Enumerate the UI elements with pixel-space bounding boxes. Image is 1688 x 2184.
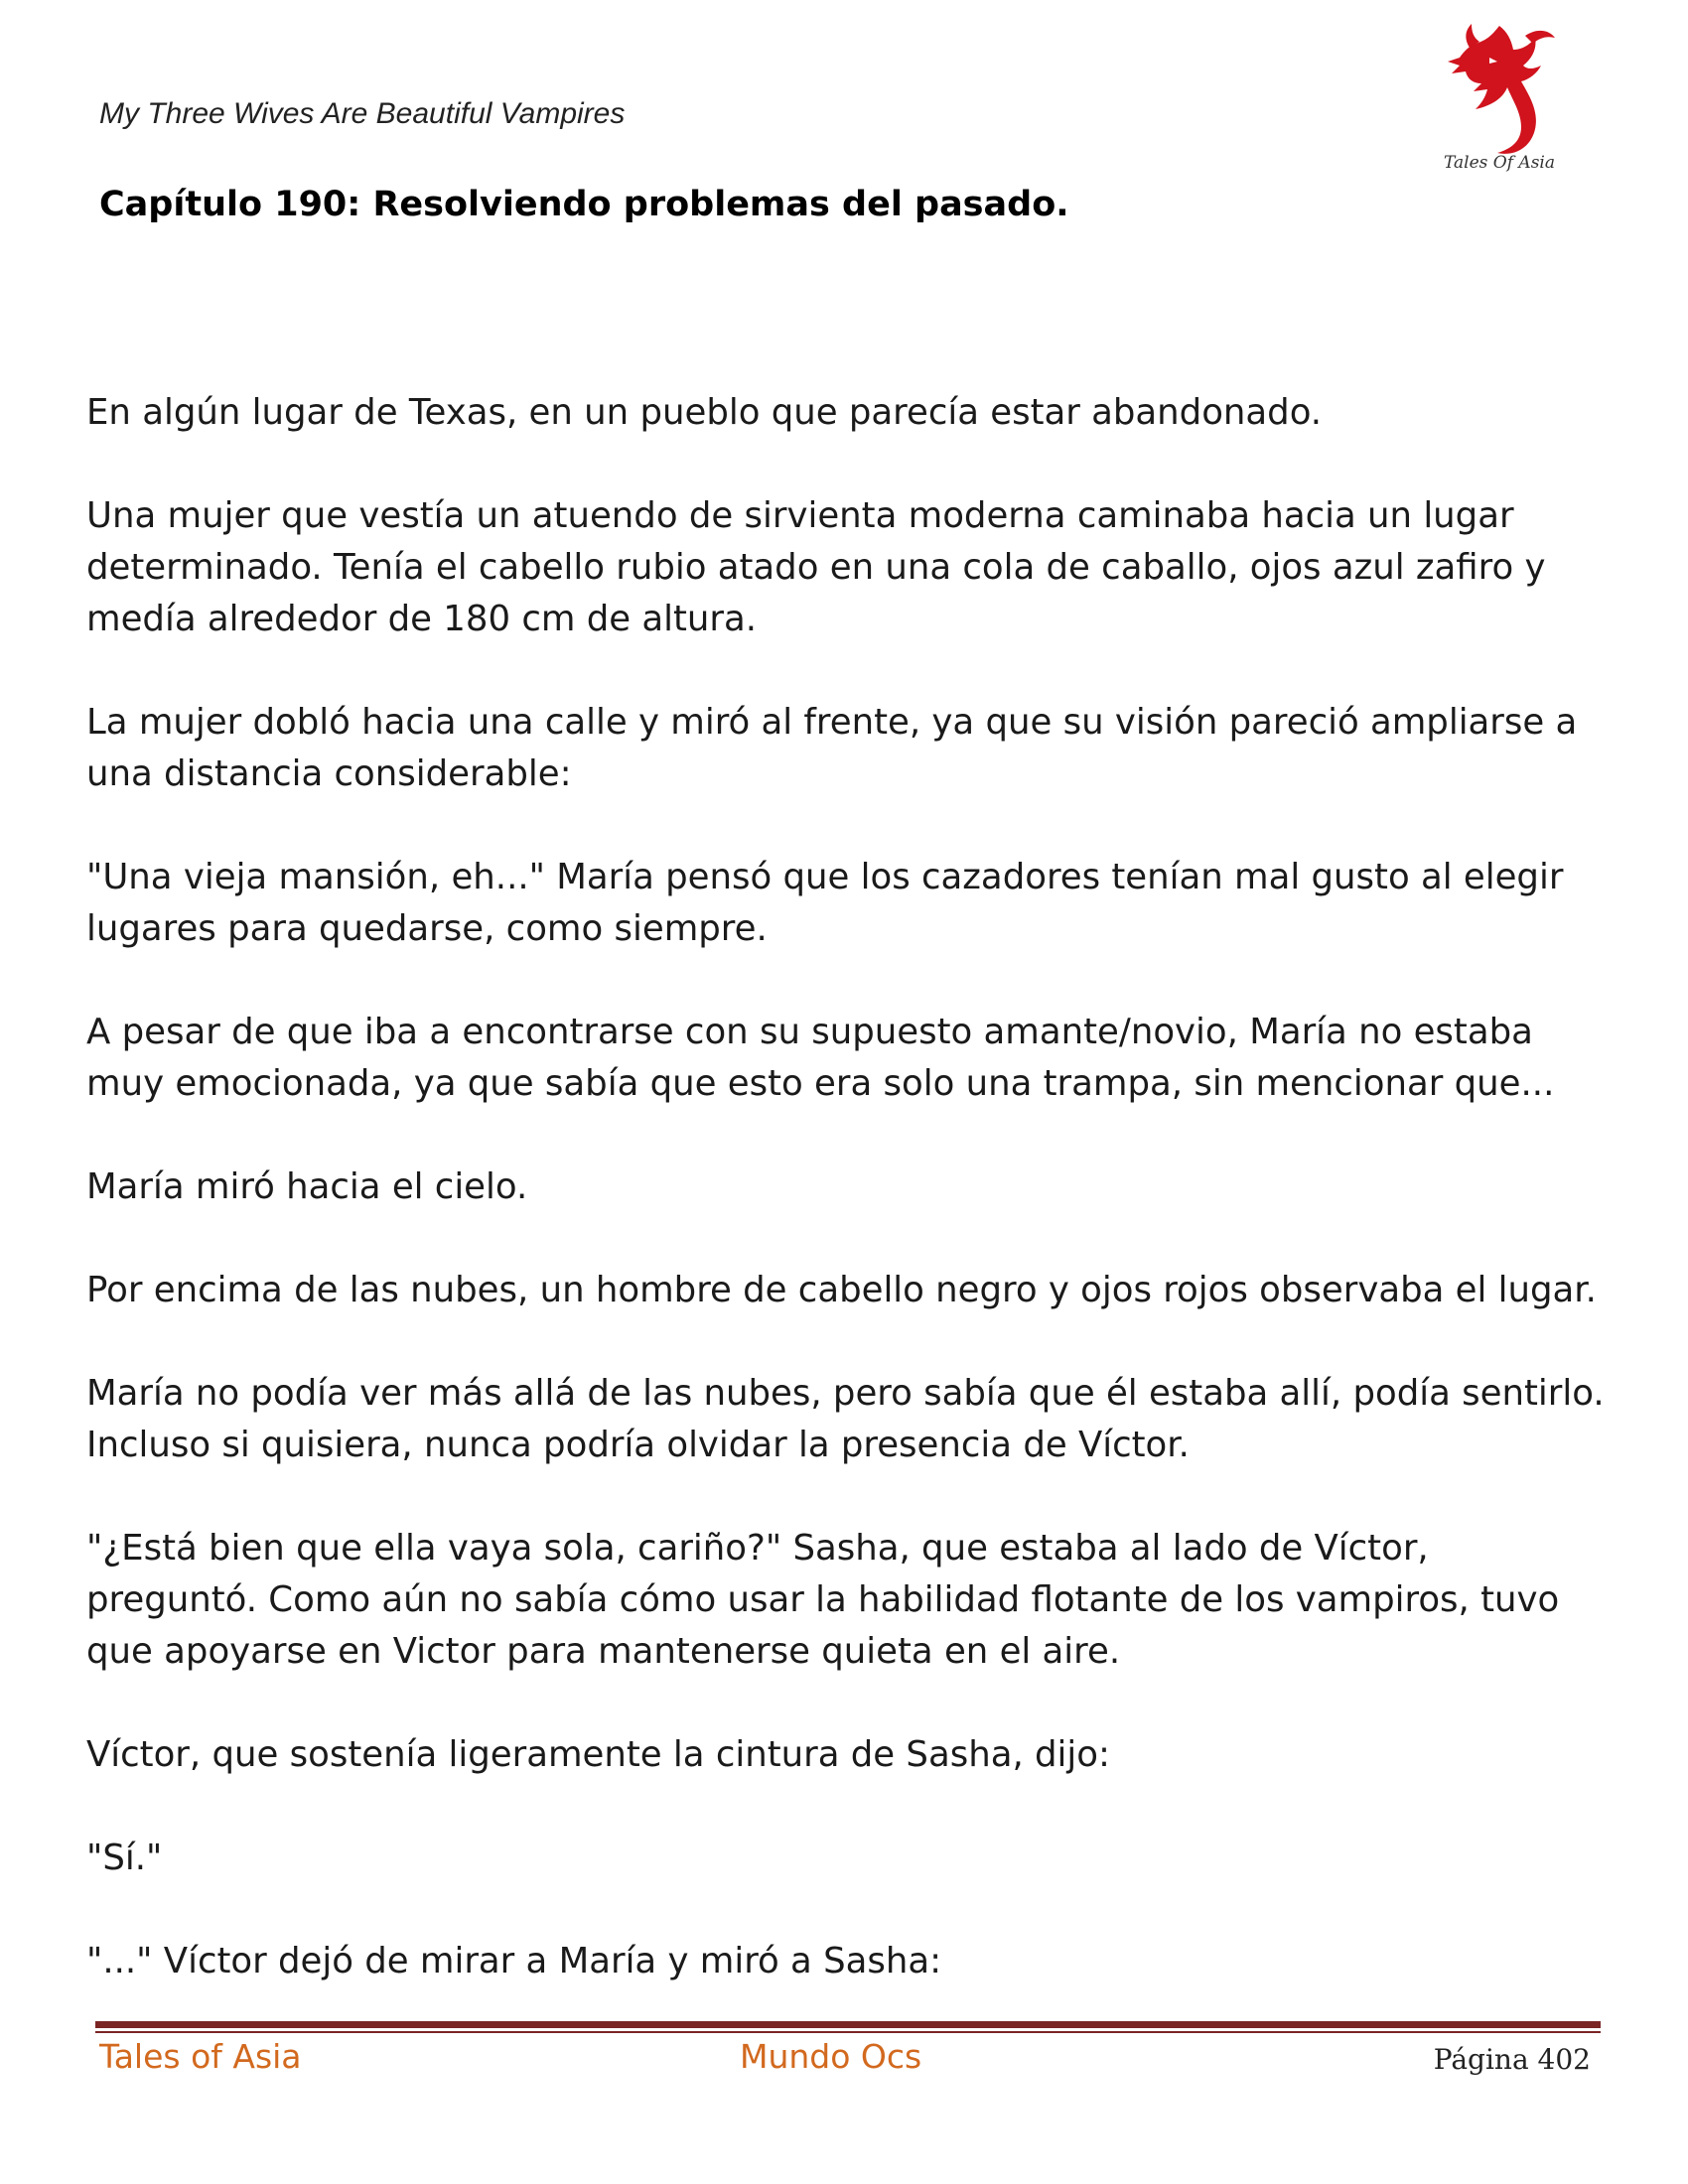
paragraph: "..." Víctor dejó de mirar a María y miró a Sasha: [86,1941,942,1981]
logo-text: Tales Of Asia [1444,153,1555,173]
footer-group: Mundo Ocs [740,2037,922,2076]
paragraph: Una mujer que vestía un atuendo de sirvienta moderna caminaba hacia un lugar determinado. Tenía el cabello rubio atado en una cola de caballo, ojos azul zafiro y medía alrededor de 180 cm de altura. [86,495,1546,639]
footer-publisher: Tales of Asia [99,2037,302,2076]
paragraph: En algún lugar de Texas, en un pueblo que parecía estar abandonado. [86,392,1323,433]
paragraph: Por encima de las nubes, un hombre de cabello negro y ojos rojos observaba el lugar. [86,1270,1597,1310]
page-number: Página 402 [1433,2043,1591,2076]
footer-divider-thin [95,2031,1601,2033]
paragraph: Víctor, que sostenía ligeramente la cintura de Sasha, dijo: [86,1734,1110,1775]
paragraph: "Sí." [86,1838,163,1878]
paragraph: María miró hacia el cielo. [86,1166,528,1207]
paragraph: "Una vieja mansión, eh..." María pensó que los cazadores tenían mal gusto al elegir lugares para quedarse, como siempre. [86,857,1564,949]
chapter-title: Capítulo 190: Resolviendo problemas del pasado. [99,185,1069,224]
paragraph: A pesar de que iba a encontrarse con su supuesto amante/novio, María no estaba muy emocionada, ya que sabía que esto era solo una trampa, sin mencionar que... [86,1012,1555,1104]
chapter-body [86,387,1606,2039]
tales-of-asia-logo [1430,18,1569,182]
footer-divider [95,2021,1601,2028]
paragraph: "¿Está bien que ella vaya sola, cariño?" Sasha, que estaba al lado de Víctor, preguntó. Como aún no sabía cómo usar la habilidad flotante de los vampiros, tuvo que apoyarse en Victor para mantenerse quieta en el aire. [86,1528,1560,1672]
book-title: My Three Wives Are Beautiful Vampires [99,97,626,130]
paragraph: La mujer dobló hacia una calle y miró al frente, ya que su visión pareció ampliarse a una distancia considerable: [86,702,1578,794]
paragraph: María no podía ver más allá de las nubes, pero sabía que él estaba allí, podía sentirlo. Incluso si quisiera, nunca podría olvidar la presencia de Víctor. [86,1373,1605,1465]
